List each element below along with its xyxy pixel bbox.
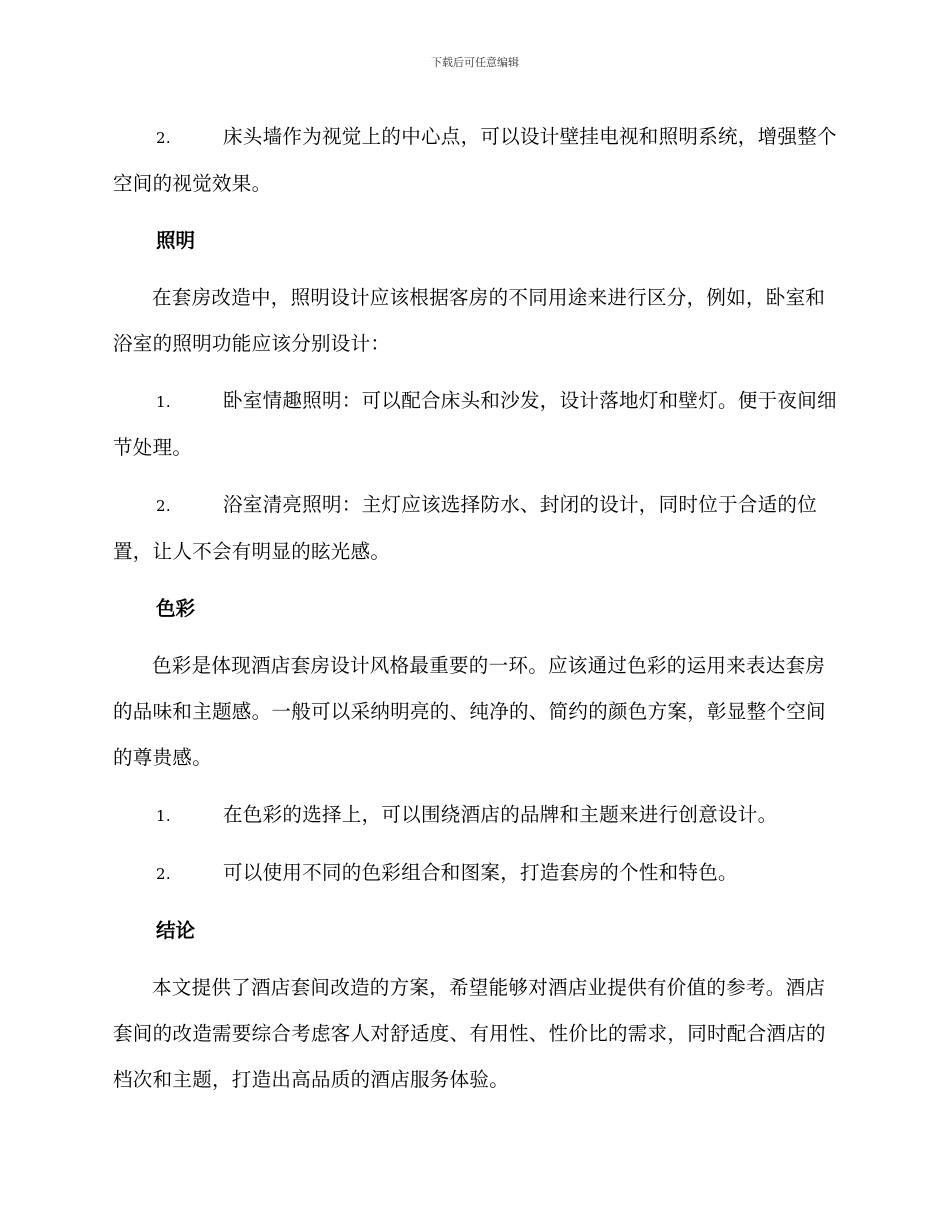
list-number: 2.	[156, 129, 171, 147]
paragraph-color-intro: 色彩是体现酒店套房设计风格最重要的一环。应该通过色彩的运用来表达套房的品味和主题感。一般可以采纳明亮的、纯净的、简约的颜色方案，彰显整个空间的尊贵感。	[113, 654, 826, 769]
section-heading-color: 色彩	[156, 597, 196, 620]
list-item	[113, 482, 837, 575]
paragraph-conclusion: 本文提供了酒店套间改造的方案，希望能够对酒店业提供有价值的参考。酒店套间的改造需要综合考虑客人对舒适度、有用性、性价比的需求，同时配合酒店的档次和主题，打造出高品质的酒店服务体验。	[113, 976, 826, 1091]
list-item	[113, 850, 837, 897]
list-number: 1.	[156, 393, 171, 411]
list-number: 1.	[156, 807, 171, 825]
list-text: 床头墙作为视觉上的中心点，可以设计壁挂电视和照明系统，增强整个空间的视觉效果。	[113, 125, 837, 195]
paragraph-lighting-intro: 在套房改造中，照明设计应该根据客房的不同用途来进行区分，例如，卧室和浴室的照明功能应该分别设计：	[113, 286, 826, 355]
list-text: 可以使用不同的色彩组合和图案，打造套房的个性和特色。	[223, 861, 738, 884]
list-item	[113, 378, 837, 471]
list-number: 2.	[156, 497, 171, 515]
section-heading-conclusion: 结论	[156, 919, 196, 942]
document-body	[113, 114, 837, 1114]
list-item	[113, 114, 837, 207]
list-text: 卧室情趣照明：可以配合床头和沙发，设计落地灯和壁灯。便于夜间细节处理。	[113, 389, 837, 459]
list-number: 2.	[156, 865, 171, 883]
page-header: 下载后可任意编辑	[431, 56, 519, 69]
list-text: 在色彩的选择上，可以围绕酒店的品牌和主题来进行创意设计。	[223, 803, 778, 826]
section-heading-lighting: 照明	[156, 229, 196, 252]
list-item	[113, 792, 837, 839]
list-text: 浴室清亮照明：主灯应该选择防水、封闭的设计，同时位于合适的位置，让人不会有明显的眩光感。	[113, 493, 818, 563]
